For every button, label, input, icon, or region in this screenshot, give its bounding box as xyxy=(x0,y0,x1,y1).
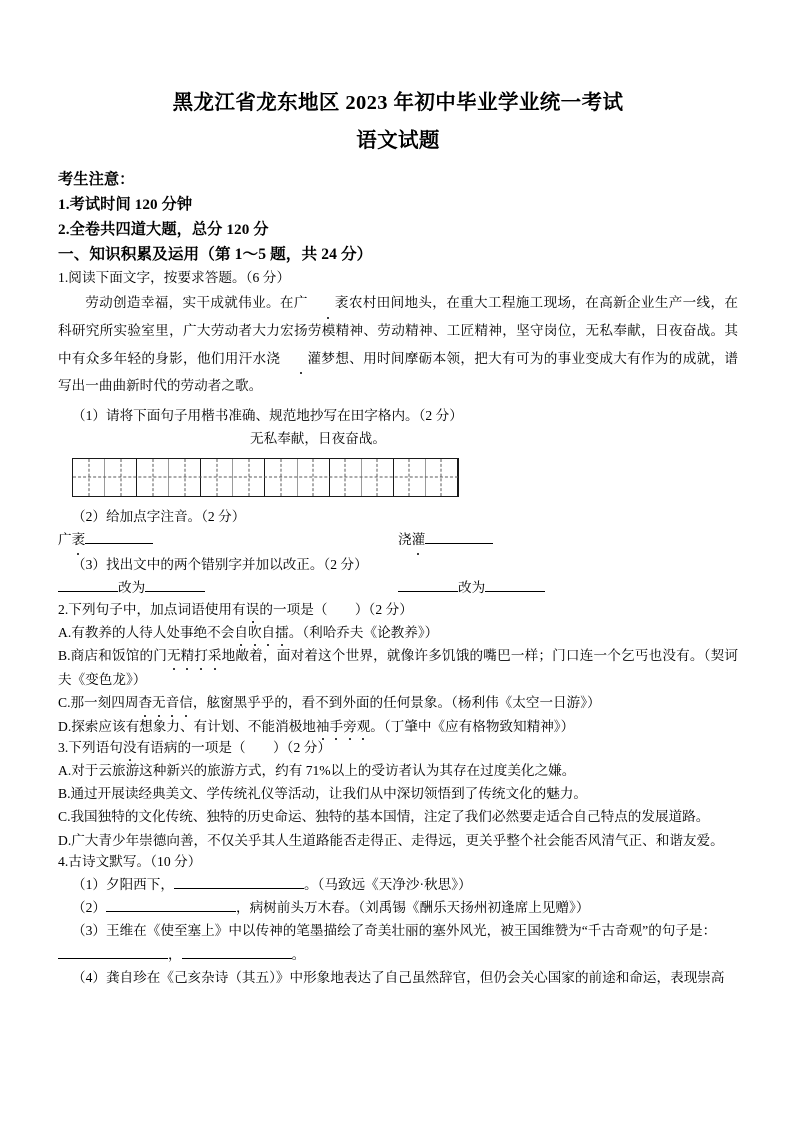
question-3-stem-pre: 3.下列语句 xyxy=(58,739,123,755)
option-c-dotted xyxy=(138,695,192,710)
question-1-1-prompt: （1）请将下面句子用楷书准确、规范地抄写在田字格内。（2 分） xyxy=(72,407,463,423)
question-1-2-answer-row xyxy=(58,528,738,552)
question-3-stem xyxy=(58,738,738,759)
q4-item3-end: 。 xyxy=(291,946,306,962)
dot-char: 自 xyxy=(262,621,276,644)
pinyin-word-1-pre: 广 xyxy=(58,532,72,548)
question-4-stem: 4.古诗文默写。（10 分） xyxy=(58,854,202,870)
question-3-option-d[interactable]: D.广大青少年崇德向善，不仅关乎其人生道路能否走得正、走得远，更关乎整个社会能否风清气正、和谐友爱。 xyxy=(58,832,724,848)
pinyin-word-2-dot: 灌 xyxy=(412,528,426,552)
question-3-stem-post: 有语病的一项是（ ）（2 分） xyxy=(136,739,332,755)
q4-item3-separator: ， xyxy=(168,946,182,962)
tianzige-horizontal-guide xyxy=(73,477,458,478)
question-1-stem: 1.阅读下面文字，按要求答题。（6 分） xyxy=(58,270,291,286)
dot-char: 手 xyxy=(330,715,344,738)
pinyin-word-2-pre: 浇 xyxy=(398,532,412,548)
correction-blank-2b[interactable] xyxy=(485,591,545,592)
dot-char: 精 xyxy=(181,644,195,667)
option-d-pre: 探索应该有想象力、有计划、不能消极地 xyxy=(71,718,316,734)
option-b-dotted xyxy=(167,648,221,663)
dot-char: 观 xyxy=(357,715,371,738)
question-3-option-c[interactable]: C.我国独特的文化传统、独特的历史命运、独特的基本国情，注定了我们必然要走适合自己特点的发展道路。 xyxy=(58,809,710,825)
correction-blank-1a[interactable] xyxy=(58,591,118,592)
question-4-item-3-answer-row xyxy=(58,943,738,966)
question-2-option-a[interactable] xyxy=(58,621,738,644)
question-2-stem-dot: 误 xyxy=(246,600,260,621)
correction-field-1 xyxy=(58,576,398,600)
option-b-label: B. xyxy=(58,648,71,664)
q4-item2-pre: （2） xyxy=(72,900,106,916)
question-3-option-b[interactable]: B.通过开展读经典美文、学传统礼仪等活动，让我们从中深切领悟到了传统文化的魅力。 xyxy=(58,785,588,801)
option-b-pre: 商店和饭馆的门 xyxy=(70,648,168,664)
question-4-item-1 xyxy=(58,873,738,896)
dot-char: 旁 xyxy=(343,715,357,738)
option-d-dotted xyxy=(316,719,370,734)
q4-item1-pre: （1）夕阳西下， xyxy=(72,876,174,892)
section-one-heading: 一、知识积累及运用（第 1～5 题，共 24 分） xyxy=(58,246,373,264)
passage-segment-1: 劳动创造幸福，实干成就伟业。在广 xyxy=(85,295,308,311)
pinyin-field-2 xyxy=(398,528,493,552)
option-c-label: C. xyxy=(58,695,71,711)
question-4-item-3: （3）王维在《使至塞上》中以传神的笔墨描绘了奇美壮丽的塞外风光，被王国维赞为“千古奇观”的句子是： xyxy=(72,923,717,939)
dot-char: 吹 xyxy=(248,621,262,644)
notice-item-1: 1.考试时间 120 分钟 xyxy=(58,195,193,213)
correction-field-2 xyxy=(398,576,545,600)
dot-char: 袖 xyxy=(316,715,330,738)
question-2-stem-pre: 2.下列句子中，加点词语使用有 xyxy=(58,602,246,618)
option-c-post: ，舷窗黑乎乎的，看不到外面的任何景象。（杨利伟《太空一日游》） xyxy=(192,695,601,711)
notice-item-2: 2.全卷共四道大题，总分 120 分 xyxy=(58,220,269,238)
dot-char: 无 xyxy=(167,644,181,667)
question-4-item-2 xyxy=(58,896,738,919)
question-4-item-4: （4）龚自珍在《己亥杂诗（其五）》中形象地表达了自己虽然辞官，但仍会关心国家的前途和命运，表现崇高 xyxy=(72,970,725,986)
pinyin-field-1 xyxy=(58,528,398,552)
question-2-stem xyxy=(58,600,738,621)
dot-char: 音 xyxy=(166,691,180,714)
option-a-dotted xyxy=(234,625,288,640)
question-1-2-prompt: （2）给加点字注音。（2 分） xyxy=(72,508,246,524)
pinyin-blank-1[interactable] xyxy=(85,543,153,544)
dot-char: 信 xyxy=(179,691,193,714)
q4-item1-post: 。（马致远《天净沙·秋思》） xyxy=(303,876,472,892)
q4-item3-blank-2[interactable] xyxy=(182,958,292,959)
question-2-option-d[interactable] xyxy=(58,715,738,738)
dot-char: 打 xyxy=(194,644,208,667)
dot-char: 自 xyxy=(234,621,248,644)
dot-char: 采 xyxy=(208,644,222,667)
page-title: 黑龙江省龙东地区 2023 年初中毕业学业统一考试 xyxy=(172,92,624,114)
question-1-1-sentence: 无私奉献，日夜奋战。 xyxy=(250,431,386,447)
q4-item3-blank-1[interactable] xyxy=(58,958,168,959)
passage-segment-2: 农村田间地头，在重大工程施工现场，在高新企业生产一线，在科研究所实验室里，广大劳动者大力宏扬劳模精神、劳动精神、工匠精神，坚守岗位，无私奉献，日夜奋战。其中有众多年轻的身影，他们用汗水浇 xyxy=(58,295,738,366)
question-2-option-b[interactable] xyxy=(58,644,738,691)
correction-connector-2: 改为 xyxy=(458,579,486,595)
option-a-label: A. xyxy=(58,625,72,641)
option-d-post: 。（丁肇中《应有格物致知精神》） xyxy=(370,718,575,734)
question-1-passage xyxy=(58,289,738,400)
question-2-stem-post: 的一项是（ ）（2 分） xyxy=(259,602,413,618)
correction-blank-2a[interactable] xyxy=(398,591,458,592)
pinyin-word-1-dot: 袤 xyxy=(72,528,86,552)
q4-item2-blank[interactable] xyxy=(106,911,236,912)
dot-char: 无 xyxy=(152,691,166,714)
correction-blank-1b[interactable] xyxy=(145,591,205,592)
correction-connector-1: 改为 xyxy=(118,579,146,595)
option-d-label: D. xyxy=(58,718,72,734)
question-1-3-prompt: （3）找出文中的两个错别字并加以改正。（2 分） xyxy=(72,556,368,572)
question-2-option-c[interactable] xyxy=(58,691,738,714)
option-a-pre: 有教养的人待人处事绝不会 xyxy=(71,625,235,641)
question-3-option-a[interactable]: A.对于云旅游这种新兴的旅游方式，约有 71%以上的受访者认为其存在过度美化之嫌。 xyxy=(58,762,576,778)
option-c-pre: 那一刻四周 xyxy=(70,695,139,711)
page-subtitle: 语文试题 xyxy=(356,129,440,152)
tianzige-grid[interactable] xyxy=(72,458,459,497)
q4-item1-blank[interactable] xyxy=(174,888,304,889)
option-a-post: 。（利哈乔夫《论教养》） xyxy=(288,625,439,641)
passage-dot-char-1: 袤 xyxy=(308,289,349,317)
dot-char: 擂 xyxy=(275,621,289,644)
pinyin-blank-2[interactable] xyxy=(425,543,493,544)
notice-label: 考生注意： xyxy=(58,171,135,189)
dot-char: 杳 xyxy=(138,691,152,714)
question-1-3-answer-row xyxy=(58,576,738,600)
question-3-stem-dot: 没 xyxy=(123,738,137,759)
q4-item2-post: ，病树前头万木春。（刘禹锡《酬乐天扬州初逢席上见赠》） xyxy=(235,900,590,916)
passage-segment-3: 梦想、用时间摩砺本领，把大有可为的事业变成大有作为的成就，谱写出一曲曲新时代的劳动者之歌。 xyxy=(58,350,738,394)
passage-dot-char-2: 灌 xyxy=(280,345,321,373)
option-b-post: 地敞着，面对着这个世界，就像许多饥饿的嘴巴一样；门口连一个乞丐也没有。（契诃夫《变色龙》） xyxy=(58,648,738,687)
